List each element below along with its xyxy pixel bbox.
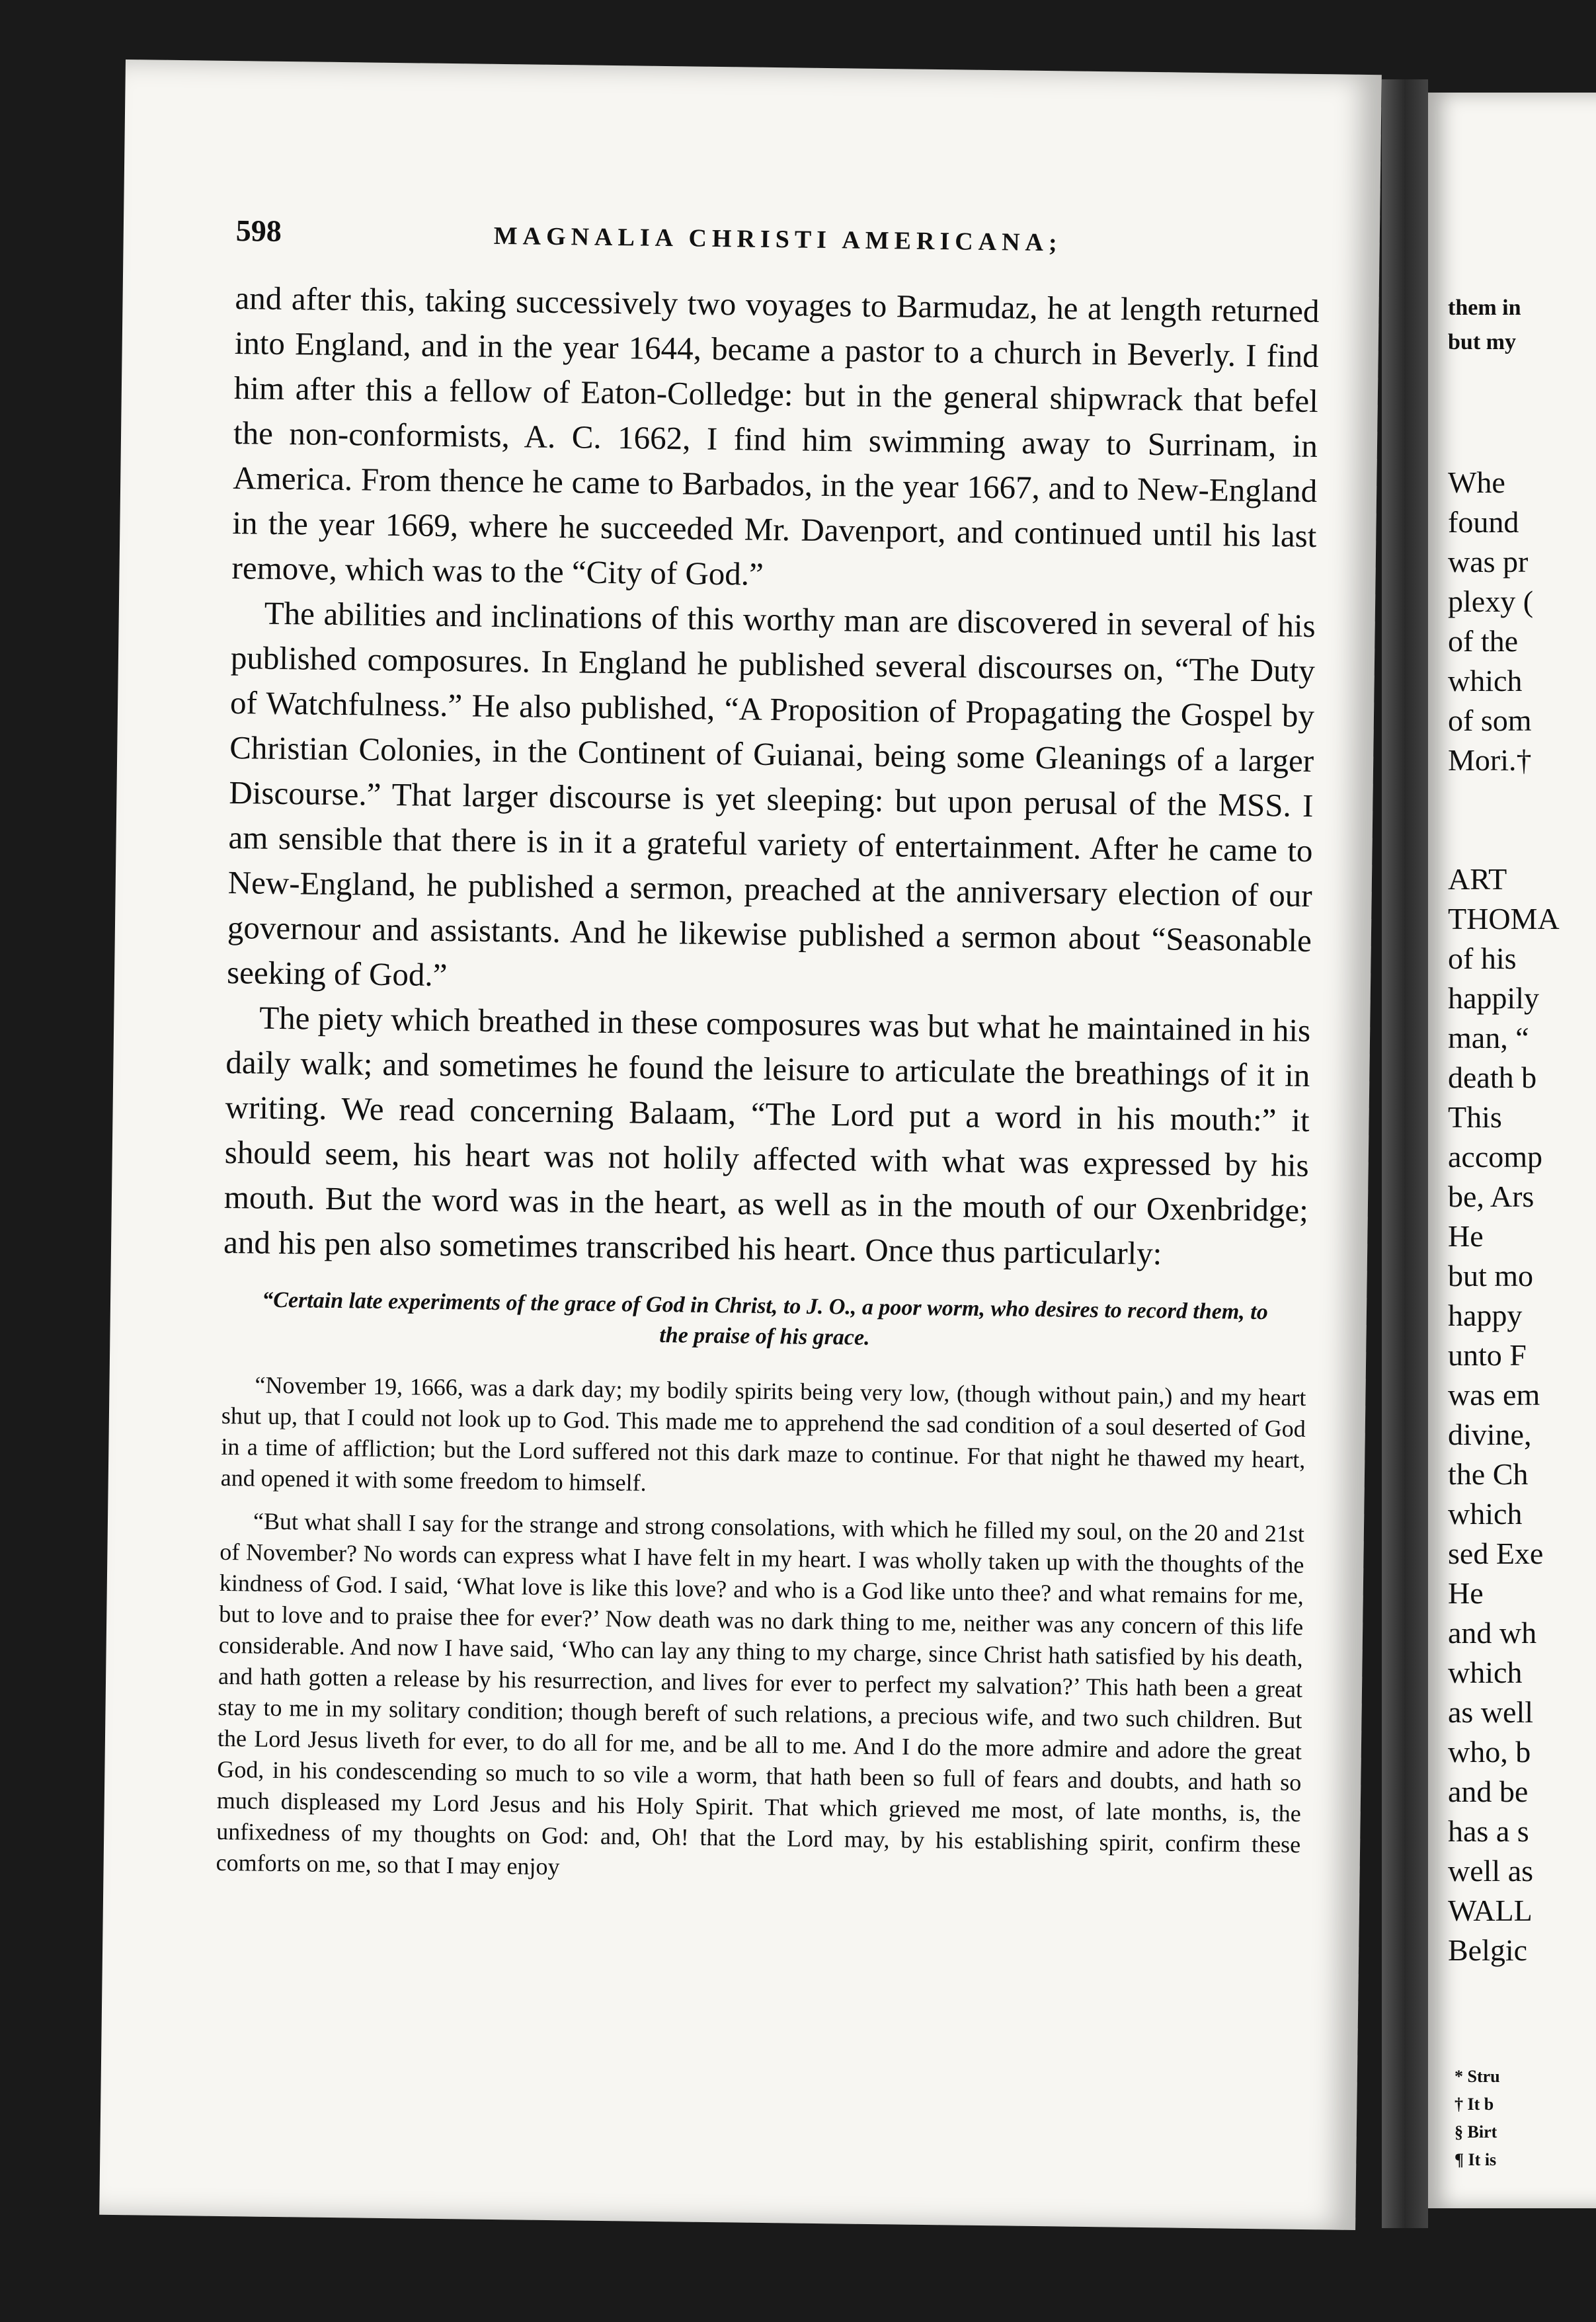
left-page xyxy=(99,60,1382,2230)
paragraph-1: and after this, taking successively two voyages to Barmudaz, he at length returned into England, and in the year 1644, became a pastor to a church in Beverly. I find him after this a fellow of Eaton-Colledge: but in the general shipwrack that befel the non-conformists, A. C. 1662, I find him swimming away to Surrinam, in America. From thence he came to Barbados, in the year 1667, and to New-England in the year 1669, where he succeeded Mr. Davenport, and continued until his last remove, which was to the “City of God.” xyxy=(231,280,1320,592)
right-page-footnote: § Birt xyxy=(1455,2122,1497,2142)
right-page-line: unto F xyxy=(1448,1338,1527,1372)
right-page-line: was em xyxy=(1448,1378,1540,1412)
quote-paragraph-2: “But what shall I say for the strange and strong consolations, with which he filled my soul, on the 20 and 21st of November? No words can express what I have felt in my heart. I was wholly taken up with the thoughts of the kindness of God. I said, ‘What love is like this love? and who is a God like unto thee? and what remains for me, but to love and to praise thee for ever?’ Now death was no dark thing to me, neither was any concern of this life considerable. And now I have said, ‘Who can lay any thing to my charge, since Christ hath satisfied by his death, and hath gotten a release by his resurrection, and lives for ever to perfect my salvation?’ This hath been a great stay to me in my solitary condition; though bereft of such relations, a precious wife, and two such children. But the Lord Jesus liveth for ever, to do all for me, and be all to me. And I do the more admire and adore the great God, in his condescending so much to so vile a worm, that hath been so full of fears and doubts, and hath so much displeased my Lord Jesus and his Holy Spirit. That which grieved me most, of late months, is, the unfixedness of my thoughts on God: and, Oh! that the Lord may, by his establishing spirit, confirm these comforts on me, so that I may enjoy xyxy=(216,1507,1305,1880)
page-header xyxy=(235,213,1334,272)
right-page-footnote: † It b xyxy=(1455,2095,1494,2114)
right-page-line: ART xyxy=(1448,862,1507,896)
right-page-line: of the xyxy=(1448,624,1519,658)
right-page-line: of his xyxy=(1448,941,1517,975)
right-page-line: well as xyxy=(1448,1854,1534,1888)
main-text xyxy=(216,276,1319,1892)
right-page-line: Belgic xyxy=(1448,1933,1528,1967)
right-page-line xyxy=(1448,780,1560,820)
right-page-line: found xyxy=(1448,505,1519,539)
book-gutter xyxy=(1382,79,1428,2228)
right-page-line: as well xyxy=(1448,1695,1534,1729)
right-page-line: accomp xyxy=(1448,1140,1543,1174)
right-page-line: man, “ xyxy=(1448,1021,1529,1055)
right-page-line: but mo xyxy=(1448,1259,1534,1293)
right-page-line: who, b xyxy=(1448,1735,1531,1769)
right-page-line: He xyxy=(1448,1576,1484,1610)
right-page-line: and be xyxy=(1448,1775,1529,1808)
right-page-line: THOMA xyxy=(1448,902,1560,936)
right-page-line: which xyxy=(1448,1656,1523,1689)
right-page-line: divine, xyxy=(1448,1418,1532,1451)
right-page-line: death b xyxy=(1448,1061,1537,1094)
right-page-line: which xyxy=(1448,664,1523,698)
right-page-text xyxy=(1448,463,1560,1970)
right-page-line: happy xyxy=(1448,1299,1523,1332)
right-page-footnote: * Stru xyxy=(1455,2067,1500,2086)
right-page-line: This xyxy=(1448,1100,1502,1134)
right-page-top-lines xyxy=(1448,291,1521,360)
quote-paragraph-1: “November 19, 1666, was a dark day; my bodily spirits being very low, (though without pain,) and my heart shut up, that I could not look up to God. This made me to apprehend the sad condition of a soul deserted of God in a time of affliction; but the Lord suffered not this dark maze to continue. For that night he thawed my heart, and opened it with some freedom to himself. xyxy=(220,1371,1306,1496)
entry-heading: “Certain late experiments of the grace of God in Christ, to J. O., a poor worm, who desires to record them, to the praise of his grace. xyxy=(262,1287,1268,1350)
right-page-line: sed Exe xyxy=(1448,1537,1544,1570)
right-page-line: was pr xyxy=(1448,545,1529,579)
right-page-line: which xyxy=(1448,1497,1523,1531)
right-top-line: but my xyxy=(1448,330,1516,354)
running-head: MAGNALIA CHRISTI AMERICANA; xyxy=(493,221,1062,257)
right-page-line: and wh xyxy=(1448,1616,1537,1650)
right-page xyxy=(1428,93,1596,2208)
right-page-line: plexy ( xyxy=(1448,584,1534,618)
right-page-footnote: ¶ It is xyxy=(1455,2150,1497,2169)
right-page-line: He xyxy=(1448,1219,1484,1253)
right-page-line: happily xyxy=(1448,981,1539,1015)
right-page-line: Whe xyxy=(1448,465,1505,499)
right-page-line: WALL xyxy=(1448,1894,1533,1927)
paragraph-2: The abilities and inclinations of this worthy man are discovered in several of his published composures. In England he published several discourses on, “The Duty of Watchfulness.” He also published, “A Proposition of Propagating the Gospel by Christian Colonies, in the Continent of Guianai, being some Gleanings of a larger Discourse.” That larger discourse is yet sleeping: but upon perusal of the MSS. I am sensible that there is in it a grateful variety of entertainment. After he came to New-England, he published a sermon, preached at the anniversary election of our governour and assistants. And he likewise published a sermon about “Seasonable seeking of God.” xyxy=(226,594,1316,994)
right-top-line: them in xyxy=(1448,296,1521,320)
paragraph-3: The piety which breathed in these composures was but what he maintained in his daily walk; and sometimes he found the leisure to articulate the breathings of it in writing. We read concerning Balaam, “The Lord put a word in his mouth:” it should seem, his heart was not holily affected with what was expressed by his mouth. But the word was in the heart, as well as in the mouth of our Oxenbridge; and his pen also sometimes transcribed his heart. Once thus particularly: xyxy=(223,999,1311,1272)
right-page-line: has a s xyxy=(1448,1814,1529,1848)
page-number: 598 xyxy=(235,214,282,248)
right-page-line: be, Ars xyxy=(1448,1180,1535,1213)
right-page-line: Mori.† xyxy=(1448,743,1532,777)
right-page-line xyxy=(1448,820,1560,860)
right-page-line: the Ch xyxy=(1448,1457,1529,1491)
right-page-line: of som xyxy=(1448,703,1532,737)
right-page-footnotes xyxy=(1455,2063,1500,2174)
